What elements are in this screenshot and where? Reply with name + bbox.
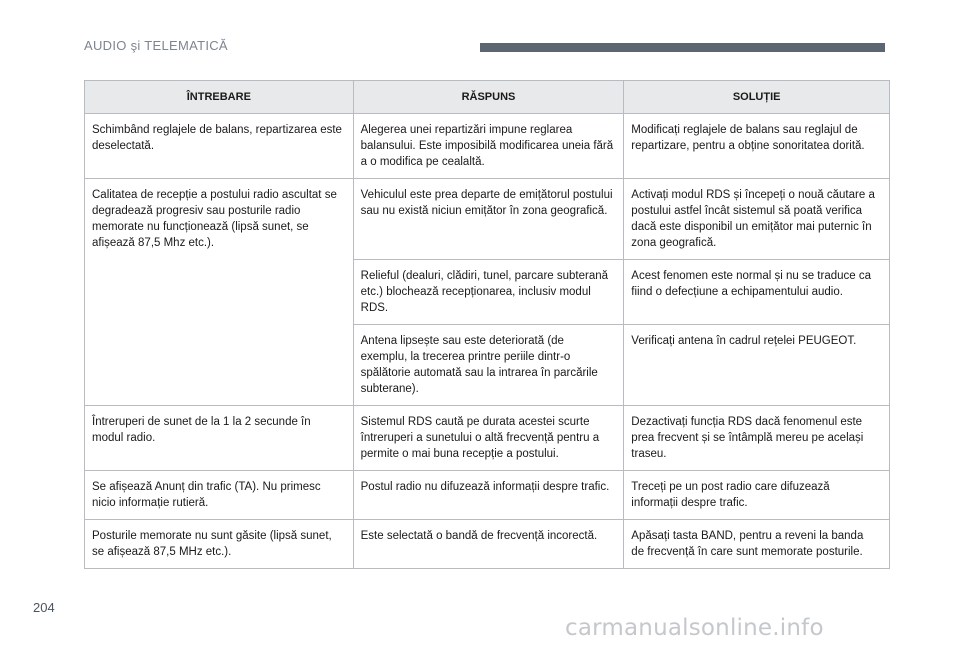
solution-cell: Dezactivați funcția RDS dacă fenomenul este prea frecvent și se întâmplă mereu pe același traseu. [624, 406, 890, 471]
answer-cell: Alegerea unei repartizări impune reglarea balansului. Este imposibilă modificarea uneia fără a o modifica pe cealaltă. [353, 114, 624, 179]
question-cell: Întreruperi de sunet de la 1 la 2 secunde în modul radio. [85, 406, 354, 471]
table-row [85, 471, 890, 520]
solution-cell: Apăsați tasta BAND, pentru a reveni la banda de frecvență în care sunt memorate posturile. [624, 520, 890, 569]
question-cell: Calitatea de recepție a postului radio ascultat se degradează progresiv sau posturile radio memorate nu funcționează (lipsă sunet, se afișează 87,5 Mhz etc.). [85, 179, 354, 406]
header-bar [480, 43, 885, 52]
column-header-solution: SOLUȚIE [624, 81, 890, 114]
answer-cell: Postul radio nu difuzează informații despre trafic. [353, 471, 624, 520]
solution-cell: Acest fenomen este normal și nu se traduce ca fiind o defecțiune a echipamentului audio. [624, 260, 890, 325]
table-row [85, 520, 890, 569]
answer-cell: Sistemul RDS caută pe durata acestei scurte întreruperi a sunetului o altă frecvență pentru a permite o mai buna recepție a postului. [353, 406, 624, 471]
table-header-row [85, 81, 890, 114]
solution-cell: Activați modul RDS și începeți o nouă căutare a postului astfel încât sistemul să poată verifica dacă este disponibil un emițător mai puternic în zona geografică. [624, 179, 890, 260]
page-number: 204 [33, 600, 55, 615]
troubleshooting-table [84, 80, 890, 569]
column-header-answer: RĂSPUNS [353, 81, 624, 114]
question-cell: Se afișează Anunț din trafic (TA). Nu primesc nicio informație rutieră. [85, 471, 354, 520]
answer-cell: Este selectată o bandă de frecvență incorectă. [353, 520, 624, 569]
answer-cell: Antena lipsește sau este deteriorată (de exemplu, la trecerea printre periile dintr-o spălătorie automată sau la intrarea în parcările subterane). [353, 325, 624, 406]
solution-cell: Treceți pe un post radio care difuzează informații despre trafic. [624, 471, 890, 520]
question-cell: Posturile memorate nu sunt găsite (lipsă sunet, se afișează 87,5 MHz etc.). [85, 520, 354, 569]
answer-cell: Relieful (dealuri, clădiri, tunel, parcare subterană etc.) blochează recepționarea, inclusiv modul RDS. [353, 260, 624, 325]
solution-cell: Modificați reglajele de balans sau reglajul de repartizare, pentru a obține sonoritatea dorită. [624, 114, 890, 179]
section-title: AUDIO şi TELEMATICĂ [84, 38, 228, 53]
watermark: carmanualsonline.info [565, 615, 824, 641]
table-row [85, 114, 890, 179]
question-cell: Schimbând reglajele de balans, repartizarea este deselectată. [85, 114, 354, 179]
table-row [85, 406, 890, 471]
table-row [85, 179, 890, 260]
answer-cell: Vehiculul este prea departe de emițătorul postului sau nu există niciun emițător în zona geografică. [353, 179, 624, 260]
solution-cell: Verificați antena în cadrul rețelei PEUGEOT. [624, 325, 890, 406]
column-header-question: ÎNTREBARE [85, 81, 354, 114]
